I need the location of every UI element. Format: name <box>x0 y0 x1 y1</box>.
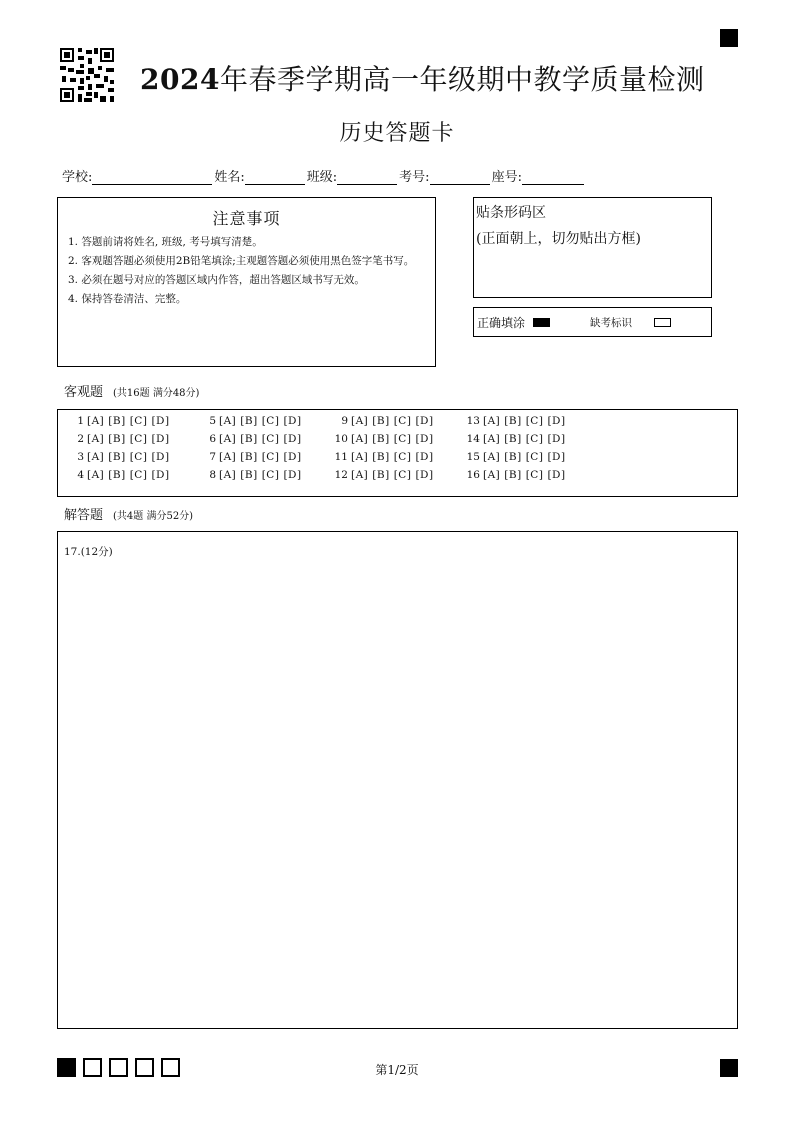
name-label: 姓名: <box>214 170 245 185</box>
exam-subtitle <box>0 116 794 147</box>
exam-title <box>140 58 740 98</box>
answer-option-bubble[interactable]: [D] <box>547 415 566 427</box>
answer-option-bubble[interactable]: [C] <box>525 469 544 481</box>
answer-option-bubble[interactable]: [B] <box>240 433 258 445</box>
question-number: 4 <box>77 469 84 481</box>
answer-option-bubble[interactable]: [B] <box>240 451 258 463</box>
answer-option-bubble[interactable]: [C] <box>393 469 412 481</box>
answer-option-bubble[interactable]: [C] <box>261 451 280 463</box>
fill-legend <box>473 307 712 337</box>
answer-option-bubble[interactable]: [B] <box>240 469 258 481</box>
absent-mark-label: 缺考标识 <box>590 316 633 329</box>
absent-mark-checkbox[interactable] <box>654 318 671 327</box>
objective-question <box>70 433 174 445</box>
notice-item: 3. 必须在题号对应的答题区域内作答，超出答题区域书写无效。 <box>68 274 365 286</box>
answer-option-bubble[interactable]: [A] <box>351 469 369 481</box>
notice-box <box>57 197 436 367</box>
objective-question <box>70 451 174 463</box>
answer-option-bubble[interactable]: [C] <box>525 433 544 445</box>
objective-section-heading <box>64 381 199 400</box>
question-number: 1 <box>77 415 84 427</box>
question-number: 13 <box>466 415 480 427</box>
answer-option-bubble[interactable]: [B] <box>372 469 390 481</box>
notice-item: 4. 保持答卷清洁、完整。 <box>68 293 187 305</box>
question-number: 11 <box>334 451 348 463</box>
objective-question <box>334 415 438 427</box>
answer-option-bubble[interactable]: [A] <box>351 451 369 463</box>
answer-option-bubble[interactable]: [B] <box>108 451 126 463</box>
question-number: 12 <box>334 469 348 481</box>
answer-option-bubble[interactable]: [B] <box>240 415 258 427</box>
answer-option-bubble[interactable]: [D] <box>151 469 170 481</box>
answer-option-bubble[interactable]: [D] <box>151 415 170 427</box>
answer-area-q17[interactable] <box>57 531 738 1029</box>
question-number: 7 <box>209 451 216 463</box>
answer-option-bubble[interactable]: [D] <box>415 469 434 481</box>
objective-heading-sub: (共16题 满分48分) <box>113 388 200 399</box>
class-label: 班级: <box>306 170 338 185</box>
answer-option-bubble[interactable]: [B] <box>372 433 390 445</box>
answer-option-bubble[interactable]: [A] <box>87 415 105 427</box>
answer-option-bubble[interactable]: [C] <box>393 451 412 463</box>
answer-option-bubble[interactable]: [B] <box>504 433 522 445</box>
answer-option-bubble[interactable]: [D] <box>547 451 566 463</box>
objective-question <box>334 469 438 481</box>
answer-option-bubble[interactable]: [B] <box>504 415 522 427</box>
school-field[interactable] <box>92 171 212 185</box>
objective-question <box>466 415 570 427</box>
answer-option-bubble[interactable]: [C] <box>261 415 280 427</box>
objective-question <box>70 469 174 481</box>
answer-option-bubble[interactable]: [C] <box>525 451 544 463</box>
question-number: 14 <box>466 433 480 445</box>
answer-option-bubble[interactable]: [C] <box>129 415 148 427</box>
question-number: 2 <box>77 433 84 445</box>
answer-option-bubble[interactable]: [B] <box>372 451 390 463</box>
question-17-label: 17.(12分) <box>64 546 113 558</box>
notice-item: 2. 客观题答题必须使用2B铅笔填涂;主观题答题必须使用黑色签字笔书写。 <box>68 255 415 267</box>
answer-option-bubble[interactable]: [B] <box>504 451 522 463</box>
question-number: 9 <box>341 415 348 427</box>
objective-answer-grid <box>57 409 738 497</box>
question-number: 6 <box>209 433 216 445</box>
answer-option-bubble[interactable]: [D] <box>151 433 170 445</box>
seat-number-label: 座号: <box>491 170 522 185</box>
answer-option-bubble[interactable]: [D] <box>283 415 302 427</box>
answer-option-bubble[interactable]: [D] <box>415 415 434 427</box>
answer-option-bubble[interactable]: [D] <box>547 469 566 481</box>
answer-option-bubble[interactable]: [A] <box>219 451 237 463</box>
subjective-heading-text: 解答题 <box>64 508 104 523</box>
answer-option-bubble[interactable]: [A] <box>87 433 105 445</box>
barcode-area <box>473 197 712 298</box>
qr-code-icon <box>60 48 114 102</box>
question-number: 16 <box>466 469 480 481</box>
objective-question <box>202 469 306 481</box>
school-label: 学校: <box>62 170 93 185</box>
answer-option-bubble[interactable]: [D] <box>151 451 170 463</box>
answer-option-bubble[interactable]: [A] <box>483 451 501 463</box>
notice-title: 注意事项 <box>212 209 281 228</box>
objective-question <box>466 451 570 463</box>
answer-option-bubble[interactable]: [C] <box>129 451 148 463</box>
exam-title-year: 2024 <box>140 63 220 96</box>
answer-option-bubble[interactable]: [C] <box>525 415 544 427</box>
answer-option-bubble[interactable]: [B] <box>504 469 522 481</box>
answer-option-bubble[interactable]: [C] <box>129 469 148 481</box>
answer-option-bubble[interactable]: [C] <box>261 433 280 445</box>
correct-fill-sample-icon <box>533 318 550 327</box>
answer-option-bubble[interactable]: [D] <box>283 433 302 445</box>
correct-fill-label: 正确填涂 <box>477 315 526 330</box>
question-number: 3 <box>77 451 84 463</box>
seat-number-field[interactable] <box>522 171 584 185</box>
objective-question <box>334 433 438 445</box>
subjective-heading-sub: (共4题 满分52分) <box>113 511 194 522</box>
answer-option-bubble[interactable]: [D] <box>283 469 302 481</box>
exam-title-text: 年春季学期高一年级期中教学质量检测 <box>219 63 705 96</box>
answer-option-bubble[interactable]: [C] <box>393 433 412 445</box>
answer-option-bubble[interactable]: [A] <box>87 451 105 463</box>
exam-number-field[interactable] <box>430 171 490 185</box>
notice-item: 1. 答题前请将姓名, 班级, 考号填写清楚。 <box>68 236 263 248</box>
question-number: 10 <box>334 433 348 445</box>
objective-question <box>202 433 306 445</box>
page-number: 第1/2页 <box>375 1063 419 1077</box>
answer-option-bubble[interactable]: [C] <box>393 415 412 427</box>
class-field[interactable] <box>337 171 397 185</box>
answer-option-bubble[interactable]: [C] <box>129 433 148 445</box>
objective-question <box>466 433 570 445</box>
answer-option-bubble[interactable]: [B] <box>108 433 126 445</box>
objective-question <box>334 451 438 463</box>
question-number: 5 <box>209 415 216 427</box>
name-field[interactable] <box>245 171 305 185</box>
answer-option-bubble[interactable]: [A] <box>483 415 501 427</box>
answer-option-bubble[interactable]: [A] <box>219 415 237 427</box>
answer-option-bubble[interactable]: [A] <box>351 433 369 445</box>
corner-registration-mark <box>720 29 738 47</box>
objective-question <box>202 415 306 427</box>
answer-option-bubble[interactable]: [C] <box>261 469 280 481</box>
answer-option-bubble[interactable]: [D] <box>415 451 434 463</box>
answer-option-bubble[interactable]: [D] <box>283 451 302 463</box>
objective-question <box>466 469 570 481</box>
subjective-section-heading <box>64 504 193 523</box>
answer-option-bubble[interactable]: [A] <box>351 415 369 427</box>
barcode-label: 贴条形码区 <box>476 205 546 221</box>
notice-list <box>58 229 435 309</box>
answer-option-bubble[interactable]: [A] <box>219 433 237 445</box>
barcode-instruction: (正面朝上，切勿贴出方框) <box>476 231 641 247</box>
answer-option-bubble[interactable]: [D] <box>415 433 434 445</box>
answer-option-bubble[interactable]: [B] <box>372 415 390 427</box>
question-number: 15 <box>466 451 480 463</box>
objective-heading-text: 客观题 <box>64 385 104 400</box>
answer-option-bubble[interactable]: [A] <box>483 469 501 481</box>
objective-question <box>70 415 174 427</box>
student-info-row <box>62 166 586 185</box>
objective-question <box>202 451 306 463</box>
answer-option-bubble[interactable]: [A] <box>483 433 501 445</box>
answer-option-bubble[interactable]: [A] <box>219 469 237 481</box>
answer-option-bubble[interactable]: [A] <box>87 469 105 481</box>
answer-option-bubble[interactable]: [B] <box>108 469 126 481</box>
exam-subtitle-text: 历史答题卡 <box>339 121 455 146</box>
exam-number-label: 考号: <box>399 170 430 185</box>
question-number: 8 <box>209 469 216 481</box>
answer-option-bubble[interactable]: [D] <box>547 433 566 445</box>
answer-option-bubble[interactable]: [B] <box>108 415 126 427</box>
